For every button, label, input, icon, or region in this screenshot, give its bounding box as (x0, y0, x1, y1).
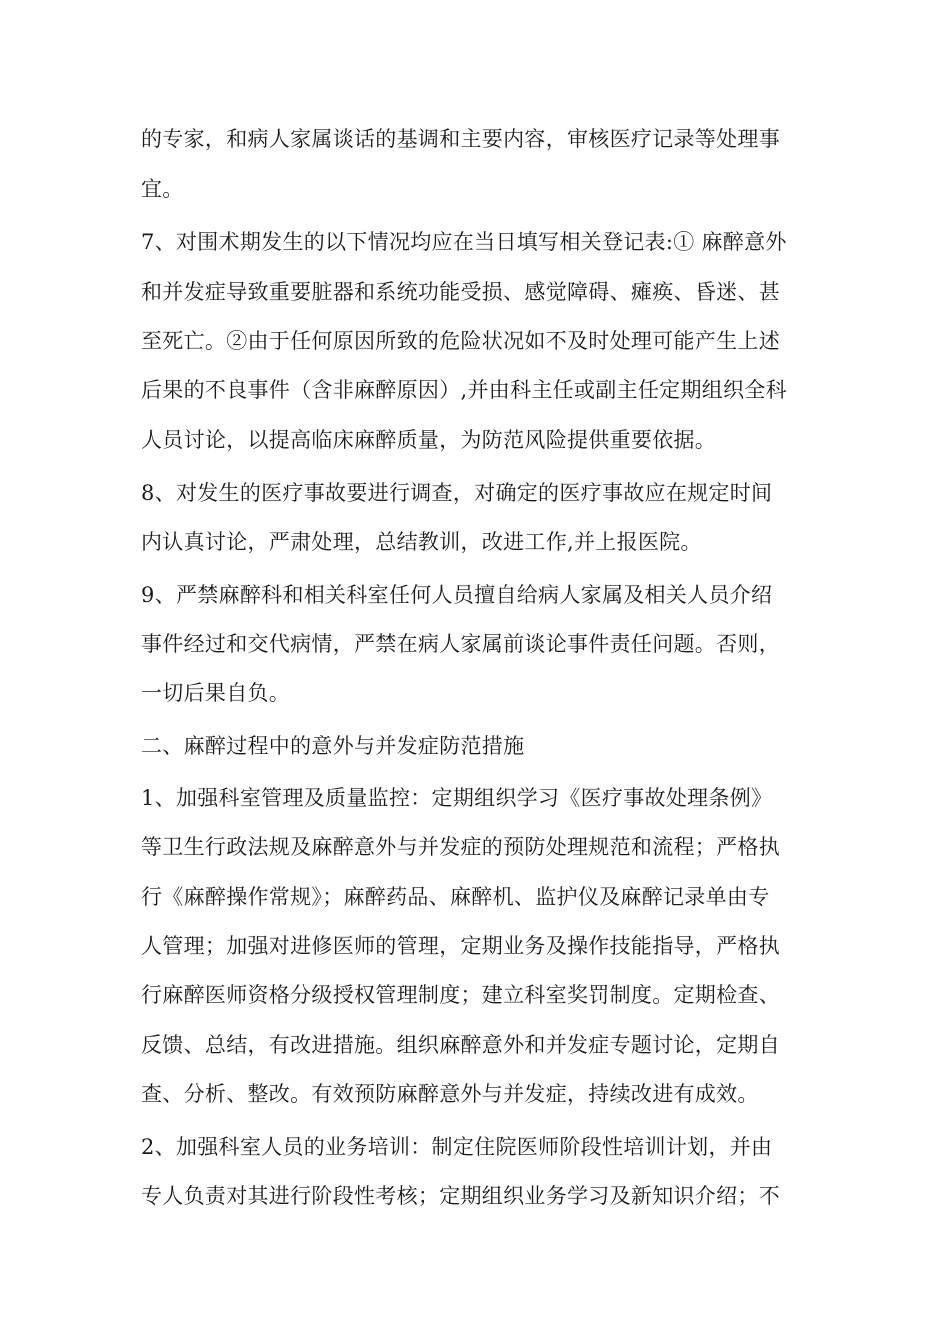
text-line: 7、对围术期发生的以下情况均应在当日填写相关登记表:① 麻醉意外 (141, 230, 787, 254)
text-line: 反馈、总结，有改进措施。组织麻醉意外和并发症专题讨论，定期自 (141, 1033, 780, 1057)
text-line: 的专家，和病人家属谈话的基调和主要内容，审核医疗记录等处理事 (141, 127, 780, 151)
text-line: 后果的不良事件（含非麻醉原因）,并由科主任或副主任定期组织全科 (141, 378, 787, 402)
text-line: 2、加强科室人员的业务培训：制定住院医师阶段性培训计划，并由 (141, 1135, 773, 1159)
text-line: 行《麻醉操作常规》；麻醉药品、麻醉机、监护仪及麻醉记录单由专 (141, 885, 770, 909)
section-heading: 二、麻醉过程中的意外与并发症防范措施 (141, 734, 525, 758)
text-line: 8、对发生的医疗事故要进行调查，对确定的医疗事故应在规定时间 (141, 481, 773, 505)
text-line: 等卫生行政法规及麻醉意外与并发症的预防处理规范和流程；严格执 (141, 835, 780, 859)
text-line: 人管理；加强对进修医师的管理，定期业务及操作技能指导，严格执 (141, 934, 780, 958)
text-line: 9、严禁麻醉科和相关科室任何人员擅自给病人家属及相关人员介绍 (141, 583, 773, 607)
text-line: 宜。 (141, 177, 184, 201)
text-line: 内认真讨论，严肃处理，总结教训，改进工作,并上报医院。 (141, 530, 702, 554)
text-line: 人员讨论，以提高临床麻醉质量，为防范风险提供重要依据。 (141, 428, 717, 452)
text-line: 查、分析、整改。有效预防麻醉意外与并发症，持续改进有成效。 (141, 1082, 759, 1106)
text-line: 专人负责对其进行阶段性考核；定期组织业务学习及新知识介绍；不 (141, 1184, 780, 1208)
text-line: 和并发症导致重要脏器和系统功能受损、感觉障碍、瘫痪、昏迷、甚 (141, 280, 780, 304)
text-line: 1、加强科室管理及质量监控：定期组织学习《医疗事故处理条例》 (141, 786, 773, 810)
text-line: 一切后果自负。 (141, 681, 291, 705)
text-line: 至死亡。②由于任何原因所致的危险状况如不及时处理可能产生上述 (141, 329, 780, 353)
text-line: 行麻醉医师资格分级授权管理制度；建立科室奖罚制度。定期检查、 (141, 983, 780, 1007)
text-line: 事件经过和交代病情，严禁在病人家属前谈论事件责任问题。否则， (141, 632, 780, 656)
